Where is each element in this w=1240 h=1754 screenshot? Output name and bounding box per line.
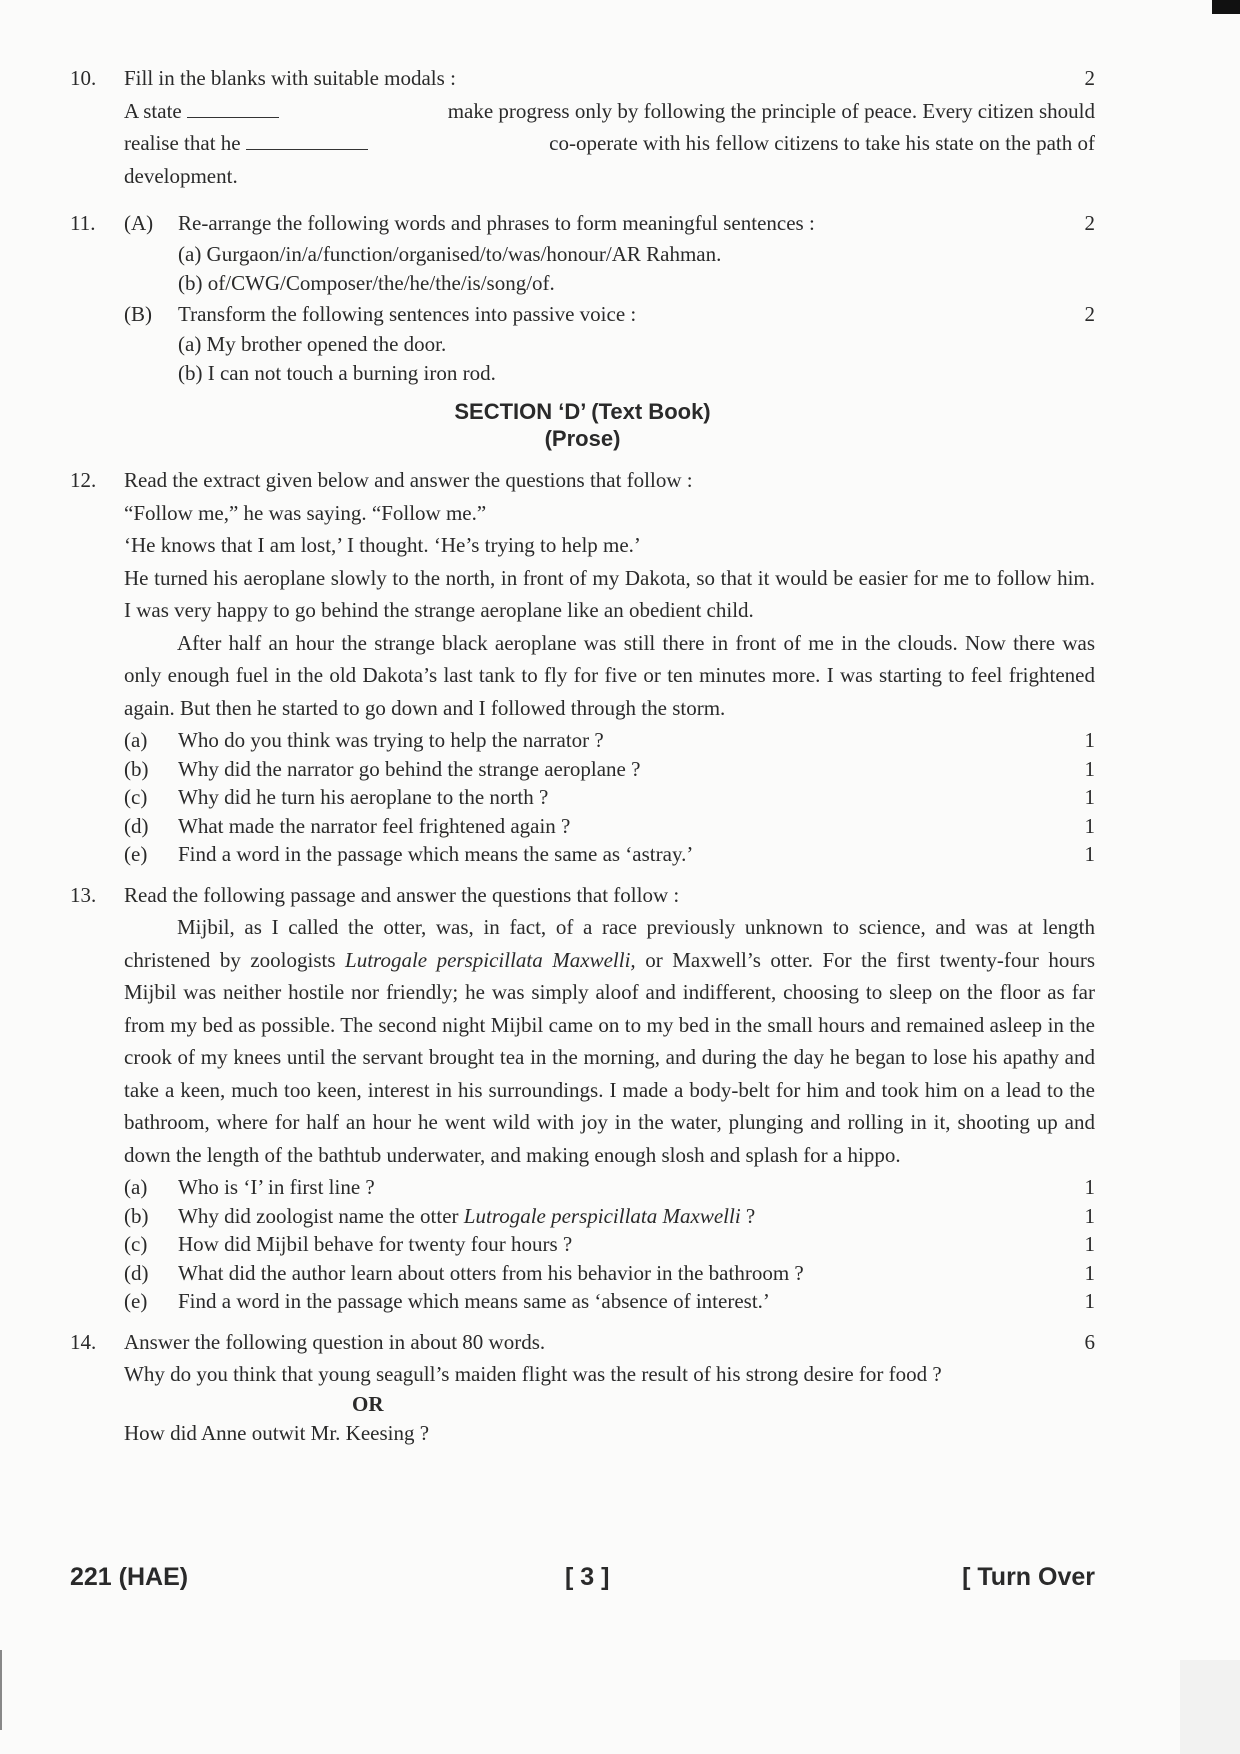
marks: 1	[1084, 1175, 1095, 1199]
passage-paragraph: He turned his aeroplane slowly to the north, in front of my Dakota, so that it would be easier for me to follow him. I was very happy to go behind the strange aeroplane like an obedient child.	[124, 565, 1095, 622]
part-label: (B)	[124, 301, 152, 326]
scan-artifact	[0, 1650, 2, 1730]
page-number: [ 3 ]	[565, 1563, 610, 1591]
part-title: Transform the following sentences into passive voice :	[178, 301, 637, 326]
scientific-name: Lutrogale perspicillata Maxwelli	[463, 1203, 741, 1228]
question-number: 14.	[70, 1329, 97, 1354]
answer-blank[interactable]	[246, 129, 368, 150]
marks: 1	[1084, 1260, 1095, 1285]
sub-question-text: Why did he turn his aeroplane to the north ?	[178, 785, 549, 809]
sub-question-text: What did the author learn about otters from his behavior in the bathroom ?	[178, 1260, 804, 1285]
or-separator: OR	[352, 1391, 384, 1416]
list-item: (a) Gurgaon/in/a/function/organised/to/was/honour/AR Rahman.	[178, 241, 722, 266]
passage-text: or Maxwell’s otter. For the first twenty-four hours Mijbil was neither hostile nor friendly; he was simply aloof and indifferent, choosing to sleep on the floor as far from my bed as possible. The second night Mijbil came on to my bed in the small hours and remained asleep in the crook of my knees until the servant brought tea in the morning, and during the day he began to lose his apathy and take a keen, much too keen, interest in his surroundings. I made a body-belt for him and took him on a lead to the bathroom, where for half an hour he went wild with joy in the water, plunging and rolling in it, shooting up and down the length of the bathtub underwater, and making enough slosh and splash for a hippo.	[124, 947, 1096, 1167]
sub-question	[124, 1173, 1095, 1202]
sub-question-label: (d)	[124, 813, 149, 838]
section-subtitle: (Prose)	[544, 426, 621, 451]
sub-question	[124, 755, 1095, 784]
sub-question	[124, 1259, 1095, 1288]
sub-question-text: Find a word in the passage which means same as ‘absence of interest.’	[178, 1289, 770, 1313]
sub-question-label: (e)	[124, 1289, 148, 1313]
question-title: Fill in the blanks with suitable modals :	[124, 66, 456, 90]
sub-question-text: How did Mijbil behave for twenty four hours ?	[178, 1232, 573, 1256]
sub-question	[124, 1230, 1095, 1259]
question-12	[70, 464, 1095, 869]
sub-question-text: Who do you think was trying to help the narrator ?	[178, 728, 604, 752]
passage-text: Mijbil, as I called the otter, was, in fact, of a race previously unknown to science, and was at length christened by zoologists	[124, 915, 1095, 972]
marks: 1	[1084, 813, 1095, 838]
passage-paragraph	[124, 911, 1095, 1171]
part-title: Re-arrange the following words and phrases to form meaningful sentences :	[178, 211, 815, 235]
marks: 6	[1084, 1329, 1095, 1354]
marks: 2	[1084, 301, 1095, 326]
turn-over-label: [ Turn Over	[962, 1563, 1095, 1591]
passage-paragraph: After half an hour the strange black aeroplane was still there in front of me in the clouds. Now there was only enough fuel in the old Dakota’s last tank to fly for five or ten minutes more. I was starting to feel frightened again. But then he started to go down and I followed through the storm.	[124, 630, 1095, 720]
question-title: Answer the following question in about 80 words.	[124, 1329, 546, 1354]
sub-question	[124, 1287, 1095, 1316]
sub-question-label: (c)	[124, 1232, 148, 1256]
page-footer	[70, 1563, 1095, 1597]
sentence-text: development.	[124, 163, 238, 188]
sub-question-text	[178, 1202, 755, 1231]
section-heading	[70, 398, 1095, 452]
sub-question-text-part: ?	[740, 1203, 756, 1228]
marks: 2	[1084, 66, 1095, 90]
sub-question-text-part: Why did zoologist name the otter	[178, 1203, 464, 1228]
sub-question	[124, 812, 1095, 841]
sub-question	[124, 783, 1095, 812]
sub-question-label: (a)	[124, 1175, 148, 1199]
question-number: 12.	[70, 468, 97, 492]
question-11	[70, 207, 1095, 388]
sub-question-label: (e)	[124, 842, 148, 866]
scientific-name: Lutrogale perspicillata Maxwelli,	[345, 947, 636, 972]
question-title: Read the following passage and answer the questions that follow :	[124, 882, 680, 907]
part-label: (A)	[124, 211, 154, 235]
scan-shadow	[1180, 1660, 1240, 1754]
scan-edge-mark	[1212, 0, 1240, 14]
question-14	[70, 1326, 1095, 1450]
marks: 1	[1084, 1289, 1095, 1313]
question-text: Why do you think that young seagull’s maiden flight was the result of his strong desire for food ?	[124, 1362, 942, 1386]
list-item: (a) My brother opened the door.	[178, 332, 447, 356]
page-content	[70, 62, 1095, 1449]
question-13	[70, 879, 1095, 1316]
answer-blank[interactable]	[187, 97, 279, 118]
marks: 1	[1084, 728, 1095, 752]
marks: 1	[1084, 1232, 1095, 1256]
sub-question-text: Why did the narrator go behind the strange aeroplane ?	[178, 756, 641, 781]
marks: 1	[1084, 1203, 1095, 1228]
passage-line: “Follow me,” he was saying. “Follow me.”	[124, 500, 487, 525]
sub-question	[124, 840, 1095, 869]
sub-question-label: (d)	[124, 1260, 149, 1285]
sub-question-label: (b)	[124, 1203, 149, 1228]
marks: 1	[1084, 756, 1095, 781]
marks: 1	[1084, 842, 1095, 866]
question-number: 10.	[70, 66, 97, 90]
question-title: Read the extract given below and answer the questions that follow :	[124, 468, 693, 492]
sentence-text: co-operate with his fellow citizens to take his state on the path of	[549, 131, 1095, 155]
sentence-text: realise that he	[124, 131, 241, 155]
sentence-text: make progress only by following the principle of peace. Every citizen should	[447, 98, 1095, 123]
question-10	[70, 62, 1095, 192]
list-item: (b) of/CWG/Composer/the/he/the/is/song/of.	[178, 270, 555, 295]
paper-code: 221 (HAE)	[70, 1563, 189, 1591]
question-number: 13.	[70, 882, 97, 907]
question-text: How did Anne outwit Mr. Keesing ?	[124, 1420, 430, 1445]
passage-line: ‘He knows that I am lost,’ I thought. ‘He’s trying to help me.’	[124, 533, 641, 557]
sub-question-label: (b)	[124, 756, 149, 781]
sub-question-text: Find a word in the passage which means the same as ‘astray.’	[178, 842, 694, 866]
sentence-text: A state	[124, 98, 182, 123]
question-list	[124, 726, 1095, 869]
sub-question	[124, 1202, 1095, 1231]
sub-question-label: (c)	[124, 785, 148, 809]
question-number: 11.	[70, 211, 96, 235]
marks: 2	[1084, 211, 1095, 235]
marks: 1	[1084, 785, 1095, 809]
sub-question	[124, 726, 1095, 755]
question-list	[124, 1173, 1095, 1316]
sub-question-label: (a)	[124, 728, 148, 752]
sub-question-text: Who is ‘I’ in first line ?	[178, 1175, 375, 1199]
sub-question-text: What made the narrator feel frightened again ?	[178, 813, 571, 838]
section-title: SECTION ‘D’ (Text Book)	[454, 399, 711, 424]
list-item: (b) I can not touch a burning iron rod.	[178, 361, 496, 385]
